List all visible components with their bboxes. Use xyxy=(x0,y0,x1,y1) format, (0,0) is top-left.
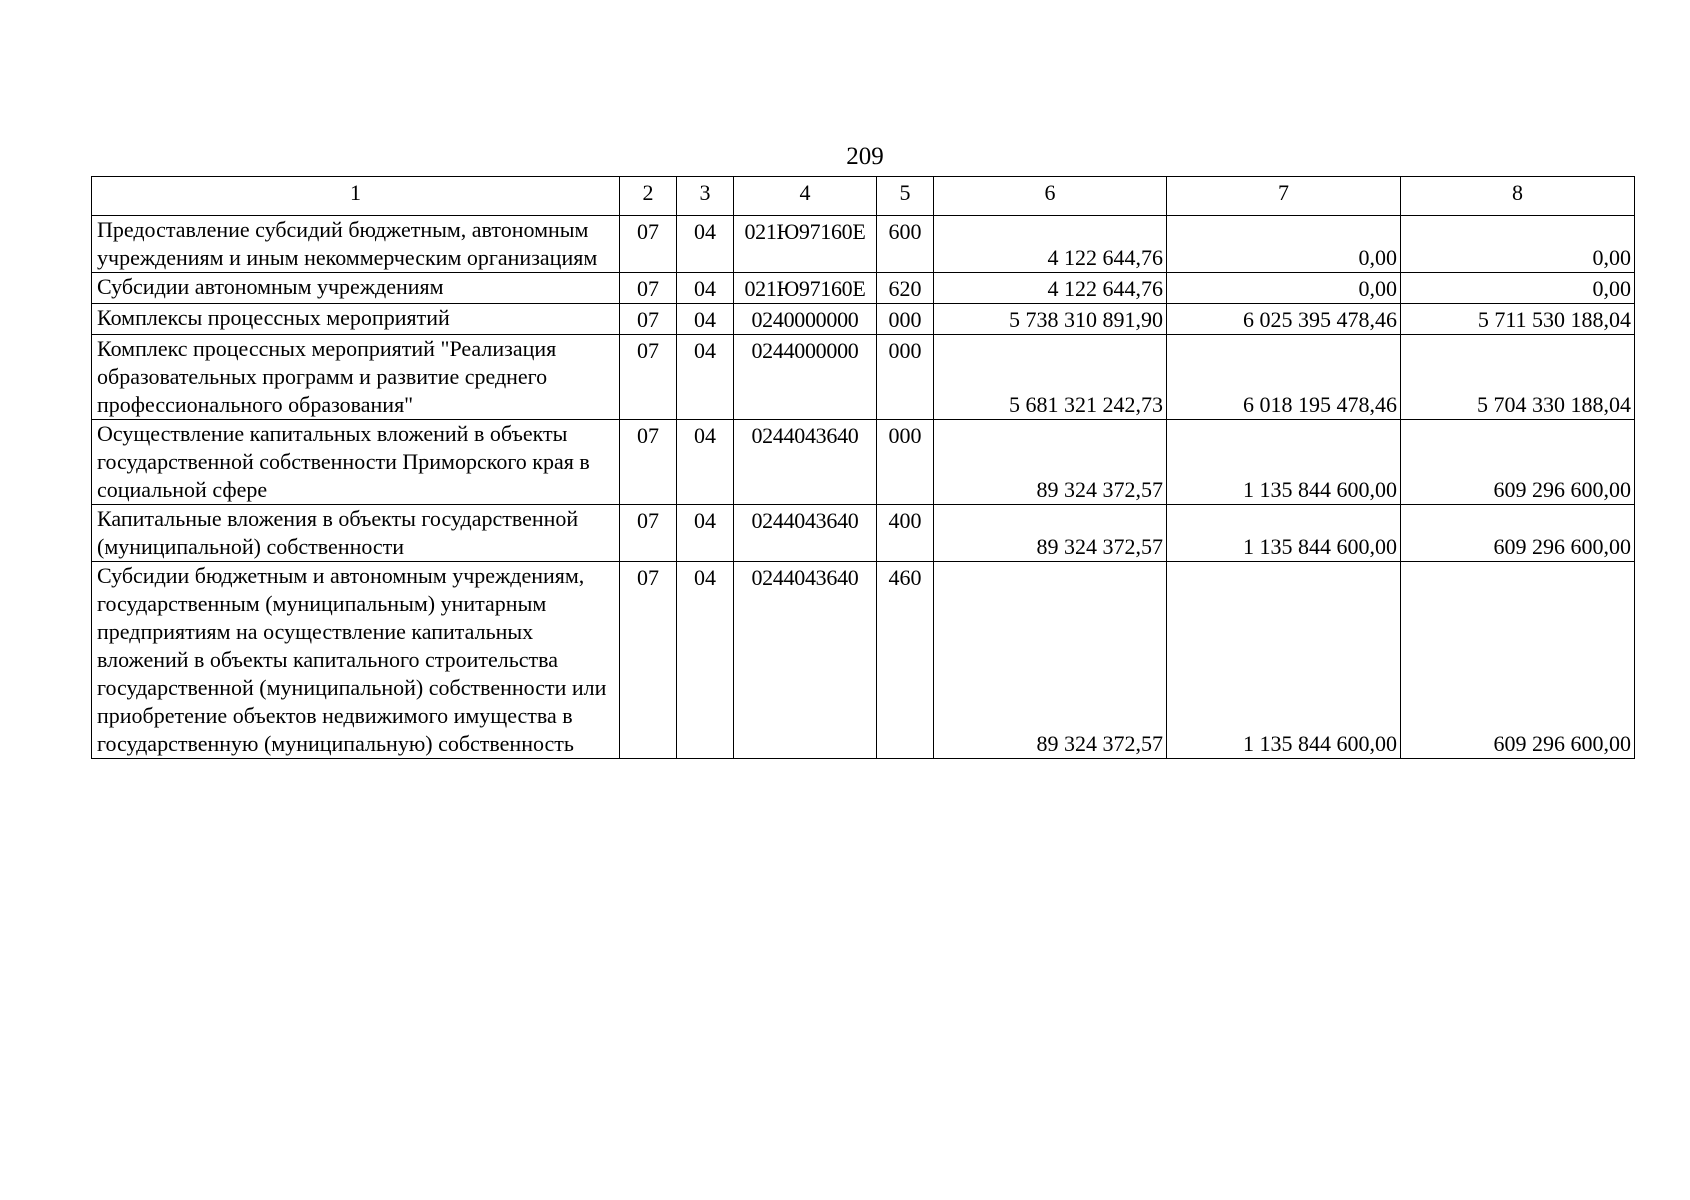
row-name: Субсидии автономным учреждениям xyxy=(92,273,620,304)
row-amount-col6: 5 738 310 891,90 xyxy=(934,304,1167,335)
table-row xyxy=(92,304,1635,335)
column-header-5: 5 xyxy=(877,177,934,216)
row-amount-col6: 89 324 372,57 xyxy=(934,505,1167,562)
row-subsection-code: 04 xyxy=(677,273,734,304)
row-section-code: 07 xyxy=(620,420,677,505)
table-row xyxy=(92,420,1635,505)
row-amount-col6: 5 681 321 242,73 xyxy=(934,335,1167,420)
column-header-1: 1 xyxy=(92,177,620,216)
column-header-8: 8 xyxy=(1401,177,1635,216)
row-amount-col7: 1 135 844 600,00 xyxy=(1167,505,1401,562)
row-amount-col8: 609 296 600,00 xyxy=(1401,420,1635,505)
row-subsection-code: 04 xyxy=(677,304,734,335)
column-header-3: 3 xyxy=(677,177,734,216)
row-amount-col6: 4 122 644,76 xyxy=(934,216,1167,273)
row-section-code: 07 xyxy=(620,335,677,420)
row-expense-type-code: 620 xyxy=(877,273,934,304)
column-header-2: 2 xyxy=(620,177,677,216)
row-target-article-code: 0244043640 xyxy=(734,420,877,505)
row-target-article-code: 021Ю97160Е xyxy=(734,216,877,273)
row-name: Капитальные вложения в объекты государственной (муниципальной) собственности xyxy=(92,505,620,562)
row-amount-col8: 609 296 600,00 xyxy=(1401,505,1635,562)
row-section-code: 07 xyxy=(620,273,677,304)
row-subsection-code: 04 xyxy=(677,335,734,420)
row-amount-col6: 89 324 372,57 xyxy=(934,420,1167,505)
row-expense-type-code: 000 xyxy=(877,420,934,505)
row-subsection-code: 04 xyxy=(677,216,734,273)
row-amount-col6: 4 122 644,76 xyxy=(934,273,1167,304)
row-subsection-code: 04 xyxy=(677,562,734,759)
table-row xyxy=(92,562,1635,759)
column-header-6: 6 xyxy=(934,177,1167,216)
row-amount-col7: 0,00 xyxy=(1167,273,1401,304)
row-target-article-code: 0244000000 xyxy=(734,335,877,420)
row-name: Комплексы процессных мероприятий xyxy=(92,304,620,335)
column-header-7: 7 xyxy=(1167,177,1401,216)
row-name: Осуществление капитальных вложений в объекты государственной собственности Приморского края в социальной сфере xyxy=(92,420,620,505)
row-amount-col6: 89 324 372,57 xyxy=(934,562,1167,759)
row-name: Предоставление субсидий бюджетным, автономным учреждениям и иным некоммерческим организациям xyxy=(92,216,620,273)
row-amount-col8: 0,00 xyxy=(1401,216,1635,273)
row-target-article-code: 0244043640 xyxy=(734,505,877,562)
row-target-article-code: 0240000000 xyxy=(734,304,877,335)
row-section-code: 07 xyxy=(620,304,677,335)
row-expense-type-code: 000 xyxy=(877,304,934,335)
table-row xyxy=(92,273,1635,304)
row-name: Субсидии бюджетным и автономным учреждениям, государственным (муниципальным) унитарным предприятиям на осуществление капитальных вложений в объекты капитального строительства государственной (муниципальной) собственности или приобретение объектов недвижимого имущества в государственную (муниципальную) собственность xyxy=(92,562,620,759)
budget-table xyxy=(91,176,1635,759)
row-target-article-code: 0244043640 xyxy=(734,562,877,759)
row-amount-col7: 1 135 844 600,00 xyxy=(1167,562,1401,759)
row-expense-type-code: 000 xyxy=(877,335,934,420)
table-row xyxy=(92,335,1635,420)
row-expense-type-code: 460 xyxy=(877,562,934,759)
row-expense-type-code: 600 xyxy=(877,216,934,273)
page-number: 209 xyxy=(846,143,884,170)
row-amount-col7: 6 018 195 478,46 xyxy=(1167,335,1401,420)
row-section-code: 07 xyxy=(620,216,677,273)
column-header-4: 4 xyxy=(734,177,877,216)
row-expense-type-code: 400 xyxy=(877,505,934,562)
row-amount-col7: 1 135 844 600,00 xyxy=(1167,420,1401,505)
row-section-code: 07 xyxy=(620,505,677,562)
row-amount-col8: 609 296 600,00 xyxy=(1401,562,1635,759)
row-amount-col8: 0,00 xyxy=(1401,273,1635,304)
row-subsection-code: 04 xyxy=(677,420,734,505)
row-subsection-code: 04 xyxy=(677,505,734,562)
table-row xyxy=(92,216,1635,273)
table-row xyxy=(92,505,1635,562)
row-target-article-code: 021Ю97160Е xyxy=(734,273,877,304)
row-section-code: 07 xyxy=(620,562,677,759)
table-header-row xyxy=(92,177,1635,216)
row-amount-col7: 0,00 xyxy=(1167,216,1401,273)
row-amount-col7: 6 025 395 478,46 xyxy=(1167,304,1401,335)
row-name: Комплекс процессных мероприятий "Реализация образовательных программ и развитие среднего профессионального образования" xyxy=(92,335,620,420)
row-amount-col8: 5 711 530 188,04 xyxy=(1401,304,1635,335)
row-amount-col8: 5 704 330 188,04 xyxy=(1401,335,1635,420)
